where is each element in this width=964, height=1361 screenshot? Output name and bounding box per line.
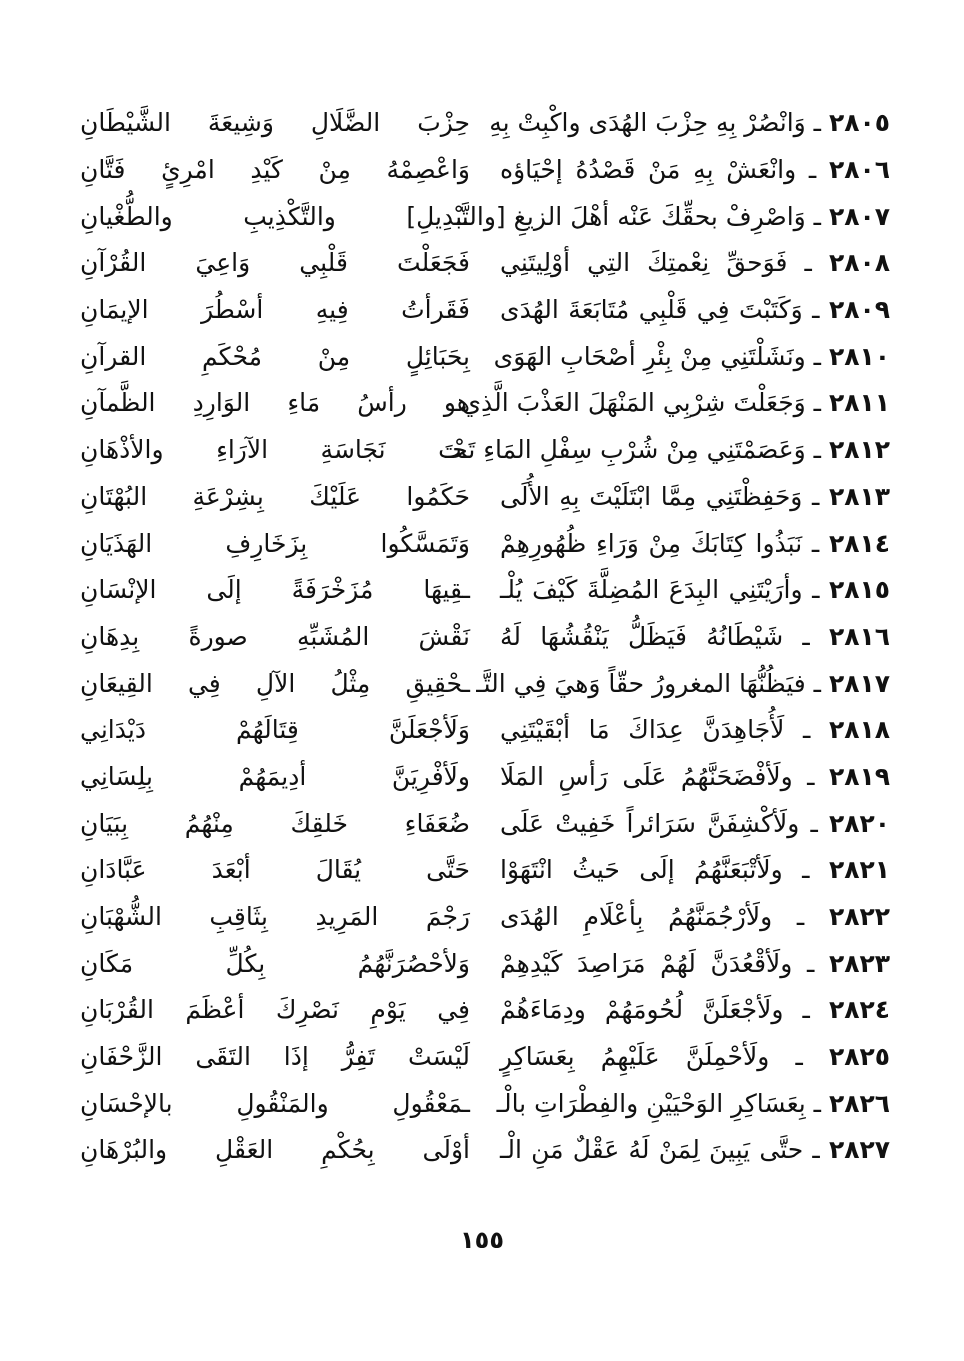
verse-first-text: ونَشَلْتَنِي مِنْ بِئْرِ أصْحَابِ الهَوَى: [493, 341, 806, 371]
verse-first-hemistich: ٢٨١١ ـ وَجَعَلْتَ شِرْبِي المَنْهَلَ العَذْبَ الَّذِي: [461, 388, 890, 418]
verse-row: [80, 100, 890, 147]
verse-number: ٢٨٠٥: [828, 108, 890, 138]
verse-first-hemistich: ٢٨٢٠ ـ ولَأكْشِفَنَّ سَرَائراً خَفِيتْ عَلَى: [500, 808, 891, 838]
verse-first-hemistich: ٢٨٠٥ ـ وَانْصُرْ بِهِ حِزْبَ الهُدَى واكْبِتْ بِهِ: [489, 108, 890, 138]
verse-first-hemistich: ٢٨١٤ ـ نَبَذُوا كِتَابَكَ مِنْ وَرَاءِ ظُهُورِهِمْ: [500, 528, 890, 558]
verse-first-text: ولَأحْمِلَنَّ عَلَيْهِمُ بِعَسَاكِرٍ: [500, 1042, 770, 1072]
verse-first-hemistich: ٢٨٢٦ ـ بِعَسَاكِرِ الوَحْيَيْنِ والفِطْرَاتِ بالْـ: [496, 1088, 890, 1118]
verse-number: ٢٨٢٥: [828, 1042, 890, 1072]
verse-second-hemistich: ولَأفْرِيَنَّ أدِيمَهُمْ بِلِسَانِي: [80, 761, 470, 791]
verse-first-hemistich: ٢٨٢٣ ـ ولَأقْعُدَنَّ لَهُمْ مَرَاصِدَ كَيْدِهِمْ: [500, 948, 890, 978]
verse-first-text: لَأُجَاهِدَنَّ عِدَاكَ مَا أبْقَيْتَنِي: [500, 715, 785, 745]
verse-number: ٢٨٢٧: [828, 1135, 891, 1165]
verse-number: ٢٨٠٨: [828, 248, 890, 278]
verse-second-hemistich: بِحَبَائِلٍ مِنْ مُحْكَمِ القرآنِ: [80, 341, 470, 371]
verse-first-hemistich: ٢٨١٥ ـ وأرَيْتَنِي البِدَعَ المُضِلَّةَ كَيْفَ يُلْـ: [500, 575, 890, 605]
verse-number: ٢٨١٣: [828, 481, 890, 511]
verse-row: [80, 894, 890, 941]
verse-second-hemistich: حَتَّى يُقَالَ أبْعَدَ عَبَّادَانِ: [80, 855, 470, 885]
verse-second-hemistich: ـحْقِيقِ مِثْلُ الآلِ فِي القِيعَانِ: [80, 668, 470, 698]
verse-first-hemistich: ٢٨١٠ ـ ونَشَلْتَنِي مِنْ بِئْرِ أصْحَابِ الهَوَى: [493, 341, 890, 371]
verse-second-hemistich: ـبْدِيلِ] والتَّكْذِيبِ والطُّغْيانِ: [80, 201, 470, 231]
verse-row: [80, 1034, 890, 1081]
verse-first-text: نَبَذُوا كِتَابَكَ مِنْ وَرَاءِ ظُهُورِهِمْ: [500, 528, 803, 558]
verse-list: [80, 100, 890, 1174]
verse-number: ٢٨٠٩: [828, 295, 890, 325]
verse-row: [80, 847, 890, 894]
verse-second-hemistich: فَجَعَلْتَ قَلْبِي وَاعِيَ القُرْآنِ: [80, 248, 470, 278]
verse-first-text: حتَّى يَبِينَ لِمَنْ لَهُ عَقْلٌ مَنِ الْـ: [500, 1135, 804, 1165]
verse-first-text: وانْعَشْ بِهِ مَنْ قَصْدُهُ إحْيَاؤه: [500, 155, 797, 185]
verse-number: ٢٨٢٤: [828, 995, 891, 1025]
verse-row: [80, 287, 890, 334]
verse-first-hemistich: ٢٨١٩ ـ ولَأفْضَحَنَّهُمُ عَلَى رَأسِ المَلَا: [500, 761, 890, 791]
verse-second-hemistich: فِي يَوْمِ نَصْرِكَ أعْظَمَ القُرْبَانِ: [80, 995, 470, 1025]
verse-second-hemistich: نَقْشَ المُشَبِّهِ صورةً بِدِهَانِ: [80, 621, 470, 651]
verse-row: [80, 427, 890, 474]
verse-first-hemistich: ٢٨٢٧ ـ حتَّى يَبِينَ لِمَنْ لَهُ عَقْلٌ مَنِ الْـ: [500, 1135, 891, 1165]
verse-first-hemistich: ٢٨٠٨ ـ فَوَحقِّ نِعْمتِكَ التِي أوْلِيتَنِي: [500, 248, 890, 278]
verse-first-hemistich: ٢٨٢٥ ـ ولَأحْمِلَنَّ عَلَيْهِمُ بِعَسَاكِرٍ: [500, 1042, 890, 1072]
verse-second-hemistich: وَتَمَسَّكُوا بِزَخَارِفِ الهَذَيَانِ: [80, 528, 470, 558]
verse-row: [80, 474, 890, 521]
verse-row: [80, 707, 890, 754]
verse-first-hemistich: ٢٨٢١ ـ ولَأتْبَعَنَّهُمُ إلَى حَيثُ انْتَهَوْا: [500, 855, 891, 885]
verse-first-hemistich: ٢٨٠٧ ـ وَاصْرِفْ بحقِّكَ عَنْه أهْلَ الزيغِ [والتَّـ: [454, 201, 890, 231]
verse-first-text: ولَأتْبَعَنَّهُمُ إلَى حَيثُ انْتَهَوْا: [500, 855, 783, 885]
verse-first-text: ولَأقْعُدَنَّ لَهُمْ مَرَاصِدَ كَيْدِهِمْ: [500, 948, 793, 978]
verse-number: ٢٨١٢: [828, 435, 890, 465]
verse-second-hemistich: رَجْمَ المَرِيدِ بِثَاقِبِ الشُّهْبَانِ: [80, 902, 470, 932]
verse-number: ٢٨٢٣: [828, 948, 890, 978]
verse-first-hemistich: ٢٨١٢ ـ وَعَصَمْتَنِي مِنْ شُرْبِ سِفْلِ المَاءِ تَحْـ: [444, 435, 890, 465]
verse-second-hemistich: ـتَ نَجَاسَةِ الآرَاءِ والأذْهَانِ: [80, 435, 470, 465]
verse-first-text: فَوَحقِّ نِعْمتِكَ التِي أوْلِيتَنِي: [500, 248, 788, 278]
verse-row: [80, 240, 890, 287]
verse-second-hemistich: ـقِيهَا مُزَخْرَفَةً إلَى الإنْسَانِ: [80, 575, 470, 605]
verse-first-text: ولَأكْشِفَنَّ سَرَائراً خَفِيتْ عَلَى: [500, 808, 800, 838]
page-number: ١٥٥: [460, 1226, 504, 1254]
verse-number: ٢٨٢٦: [828, 1088, 890, 1118]
verse-first-text: بِعَسَاكِرِ الوَحْيَيْنِ والفِطْرَاتِ بالْـ: [496, 1088, 806, 1118]
verse-second-hemistich: حِزْبَ الضَّلَالِ وَشِيعَةَ الشَّيْطَانِ: [80, 108, 470, 138]
verse-second-hemistich: أوْلَى بِحُكْمِ العَقْلِ والبُرْهَانِ: [80, 1135, 470, 1165]
verse-number: ٢٨١٨: [828, 715, 890, 745]
verse-first-hemistich: ٢٨٢٢ ـ ولَأرْجُمَنَّهُمُ بِأعْلَامِ الهُدَى: [500, 902, 890, 932]
verse-row: [80, 940, 890, 987]
verse-row: [80, 614, 890, 661]
verse-row: [80, 147, 890, 194]
verse-number: ٢٨٠٦: [828, 155, 890, 185]
verse-first-hemistich: ٢٨١٨ ـ لَأُجَاهِدَنَّ عِدَاكَ مَا أبْقَيْتَنِي: [500, 715, 890, 745]
verse-first-hemistich: ٢٨٠٦ ـ وانْعَشْ بِهِ مَنْ قَصْدُهُ إحْيَاؤه: [500, 155, 890, 185]
verse-second-hemistich: هو رأسُ مَاءِ الوَارِدِ الظَّمآنِ: [80, 388, 470, 418]
verse-number: ٢٨٠٧: [828, 201, 890, 231]
verse-first-text: وَعَصَمْتَنِي مِنْ شُرْبِ سِفْلِ المَاءِ تَحْـ: [444, 435, 806, 465]
verse-number: ٢٨١٠: [828, 341, 890, 371]
verse-first-text: وَجَعَلْتَ شِرْبِي المَنْهَلَ العَذْبَ الَّذِي: [461, 388, 806, 418]
verse-second-hemistich: وَلأحْصُرَنَّهُمُ بِكُلِّ مَكَانِ: [80, 948, 470, 978]
verse-row: [80, 1127, 890, 1174]
verse-number: ٢٨١٥: [828, 575, 890, 605]
verse-first-hemistich: ٢٨٠٩ ـ وَكَتَبْتَ فِي قَلْبِي مُتَابَعَةَ الهُدَى: [500, 295, 890, 325]
verse-second-hemistich: وَلَأجْعَلَنَّ قِتَالَهُمْ دَيْدَانِي: [80, 715, 470, 745]
verse-row: [80, 380, 890, 427]
verse-second-hemistich: حَكَمُوا عَلَيْكَ بِشِرْعَةِ البُهْتَانِ: [80, 481, 470, 511]
verse-second-hemistich: فَقَرأتُ فِيهِ أسْطُرَ الإيمَانِ: [80, 295, 470, 325]
verse-first-text: وَحَفِظْتَنِي مِمَّا ابْتَلَيْتَ بِهِ الأُلَى: [500, 481, 803, 511]
verse-first-hemistich: ٢٨١٧ ـ فيَظُنُّهَا المغرورُ حقّاً وَهيَ فِي التَّـ: [476, 668, 890, 698]
verse-row: [80, 567, 890, 614]
verse-row: [80, 660, 890, 707]
verse-number: ٢٨١٦: [828, 621, 890, 651]
verse-row: [80, 1080, 890, 1127]
verse-number: ٢٨١٩: [828, 761, 890, 791]
verse-row: [80, 333, 890, 380]
verse-number: ٢٨١٧: [828, 668, 890, 698]
verse-number: ٢٨٢٢: [828, 902, 890, 932]
verse-first-text: شَيْطَانُهُ فَيَظَلُّ يَنْقُشُهَا لَهُ: [500, 621, 784, 651]
verse-row: [80, 520, 890, 567]
verse-first-text: وَاصْرِفْ بحقِّكَ عَنْه أهْلَ الزيغِ [والتَّـ: [454, 201, 806, 231]
verse-first-text: وَكَتَبْتَ فِي قَلْبِي مُتَابَعَةَ الهُدَى: [500, 295, 803, 325]
verse-row: [80, 800, 890, 847]
verse-number: ٢٨١١: [828, 388, 890, 418]
verse-row: [80, 987, 890, 1034]
verse-number: ٢٨٢٠: [828, 808, 891, 838]
verse-row: [80, 193, 890, 240]
verse-second-hemistich: وَاعْصِمْهُ مِنْ كَيْدِ امْرِئٍ فَتَّانِ: [80, 155, 470, 185]
verse-number: ٢٨٢١: [828, 855, 891, 885]
verse-first-hemistich: ٢٨٢٤ ـ ولَأجْعَلَنَّ لُحُومَهُمْ ودِمَاءَهُمْ: [500, 995, 891, 1025]
verse-first-hemistich: ٢٨١٣ ـ وَحَفِظْتَنِي مِمَّا ابْتَلَيْتَ بِهِ الأُلَى: [500, 481, 890, 511]
verse-first-text: ولَأفْضَحَنَّهُمُ عَلَى رَأسِ المَلَا: [500, 761, 793, 791]
verse-first-hemistich: ٢٨١٦ ـ شَيْطَانُهُ فَيَظَلُّ يَنْقُشُهَا لَهُ: [500, 621, 890, 651]
verse-first-text: وَانْصُرْ بِهِ حِزْبَ الهُدَى واكْبِتْ بِهِ: [489, 108, 806, 138]
verse-first-text: ولَأجْعَلَنَّ لُحُومَهُمْ ودِمَاءَهُمْ: [500, 995, 784, 1025]
verse-second-hemistich: ـمَعْقُولِ والمَنْقُولِ بالإحْسَانِ: [80, 1088, 470, 1118]
verse-row: [80, 754, 890, 801]
verse-number: ٢٨١٤: [828, 528, 890, 558]
verse-second-hemistich: لَيْسَتْ تَفِرُّ إذَا التَقَى الزَّحْفَانِ: [80, 1042, 470, 1072]
verse-first-text: وأرَيْتَنِي البِدَعَ المُضِلَّةَ كَيْفَ يُلْـ: [500, 575, 803, 605]
verse-second-hemistich: ضُعَفَاءِ خَلقِكَ مِنْهُمُ بِبَيَانِ: [80, 808, 470, 838]
verse-first-text: ولَأرْجُمَنَّهُمُ بِأعْلَامِ الهُدَى: [500, 902, 773, 932]
verse-first-text: فيَظُنُّهَا المغرورُ حقّاً وَهيَ فِي التَّـ: [476, 668, 806, 698]
